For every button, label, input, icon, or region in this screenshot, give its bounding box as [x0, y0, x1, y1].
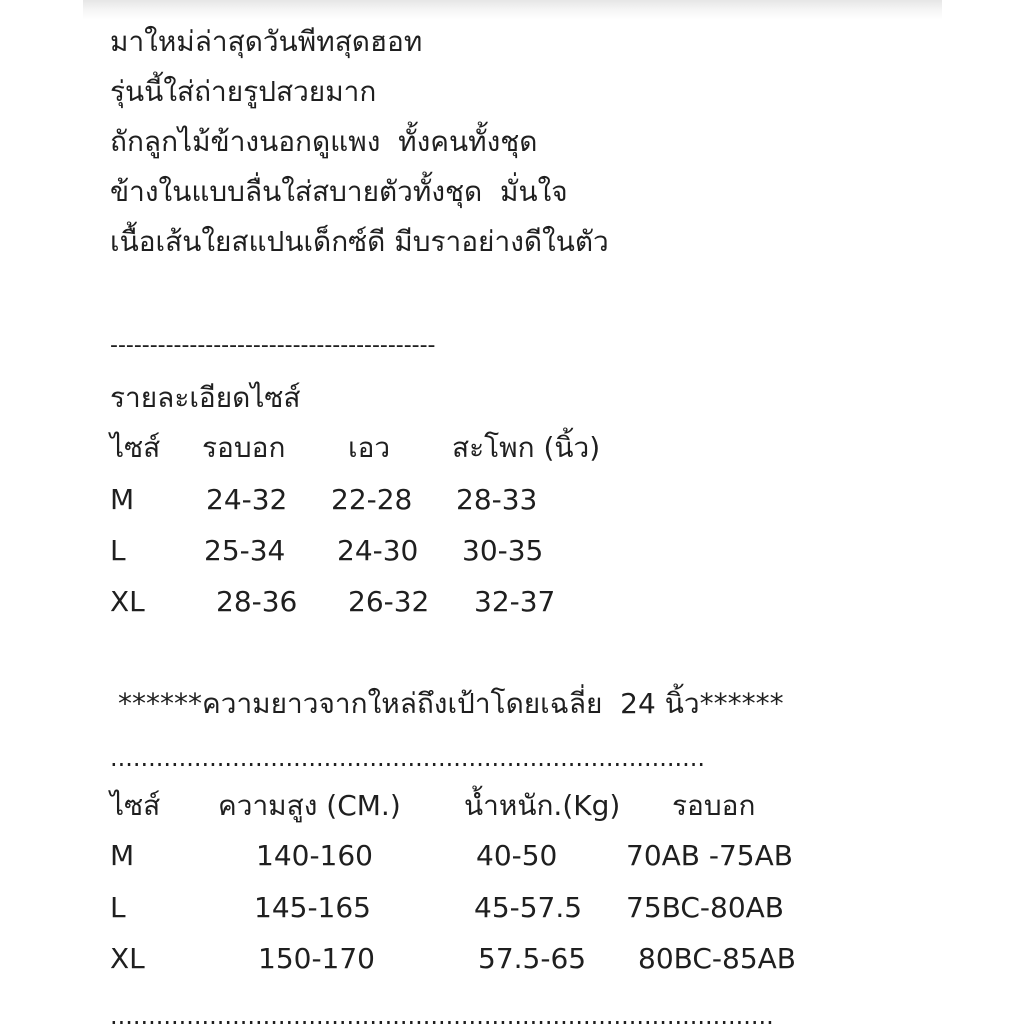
size-table-2-header-size: ไซส์: [110, 789, 161, 822]
size-table-1-row-xl-size: XL: [110, 585, 145, 618]
size-table-2-row-xl-height: 150-170: [258, 942, 375, 975]
length-note: ******ความยาวจากใหล่ถึงเป้าโดยเฉลี่ย 24 นิ้ว******: [118, 687, 784, 720]
size-table-2-row-l-size: L: [110, 891, 126, 924]
size-table-1-header-size: ไซส์: [110, 431, 161, 464]
size-table-2-row-m-weight: 40-50: [476, 839, 558, 872]
dotted-divider-bottom: .......................................................................................: [110, 1002, 774, 1030]
size-table-1-header-hip: สะโพก (นิ้ว): [452, 431, 601, 464]
size-table-1-row-l-waist: 24-30: [337, 534, 419, 567]
size-table-1-row-l-hip: 30-35: [462, 534, 544, 567]
size-table-2-row-m-height: 140-160: [256, 839, 373, 872]
size-table-2-header-bust: รอบอก: [672, 789, 756, 822]
dotted-divider: ..............................................................................: [110, 744, 706, 772]
size-table-2-row-m-bust: 70AB -75AB: [626, 839, 793, 872]
size-table-1-title: รายละเอียดไซส์: [110, 381, 301, 414]
size-table-2-row-l-bust: 75BC-80AB: [626, 891, 784, 924]
size-table-2-row-xl-weight: 57.5-65: [478, 942, 587, 975]
description-line-1: มาใหม่ล่าสุดวันพีทสุดฮอท: [110, 25, 423, 58]
size-table-1-row-m-waist: 22-28: [331, 483, 413, 516]
description-line-5: เนื้อเส้นใยสแปนเด็กซ์ดี มีบราอย่างดีในตัว: [110, 225, 609, 258]
size-table-1-row-l-size: L: [110, 534, 126, 567]
size-table-1-row-l-bust: 25-34: [204, 534, 286, 567]
top-shadow-bar: [83, 0, 942, 20]
description-line-3: ถักลูกไม้ข้างนอกดูแพง ทั้งคนทั้งชุด: [110, 125, 538, 158]
size-table-2-row-l-height: 145-165: [254, 891, 371, 924]
size-table-1-header-waist: เอว: [348, 431, 391, 464]
description-line-2: รุ่นนี้ใส่ถ่ายรูปสวยมาก: [110, 75, 377, 108]
description-line-4: ข้างในแบบลื่นใส่สบายตัวทั้งชุด มั่นใจ: [110, 175, 568, 208]
size-table-1-row-m-size: M: [110, 483, 135, 516]
size-table-1-row-xl-waist: 26-32: [348, 585, 430, 618]
size-table-2-header-height: ความสูง (CM.): [218, 789, 401, 822]
dashed-divider: -----------------------------------------: [110, 333, 436, 358]
size-table-1-row-m-bust: 24-32: [206, 483, 288, 516]
size-table-2-row-xl-size: XL: [110, 942, 145, 975]
size-table-2-row-l-weight: 45-57.5: [474, 891, 583, 924]
size-table-2-row-xl-bust: 80BC-85AB: [638, 942, 796, 975]
size-table-2-header-weight: น้ำหนัก.(Kg): [464, 789, 621, 822]
size-table-1-row-xl-hip: 32-37: [474, 585, 556, 618]
size-table-1-header-bust: รอบอก: [202, 431, 286, 464]
size-table-1-row-m-hip: 28-33: [456, 483, 538, 516]
size-table-1-row-xl-bust: 28-36: [216, 585, 298, 618]
size-table-2-row-m-size: M: [110, 839, 135, 872]
